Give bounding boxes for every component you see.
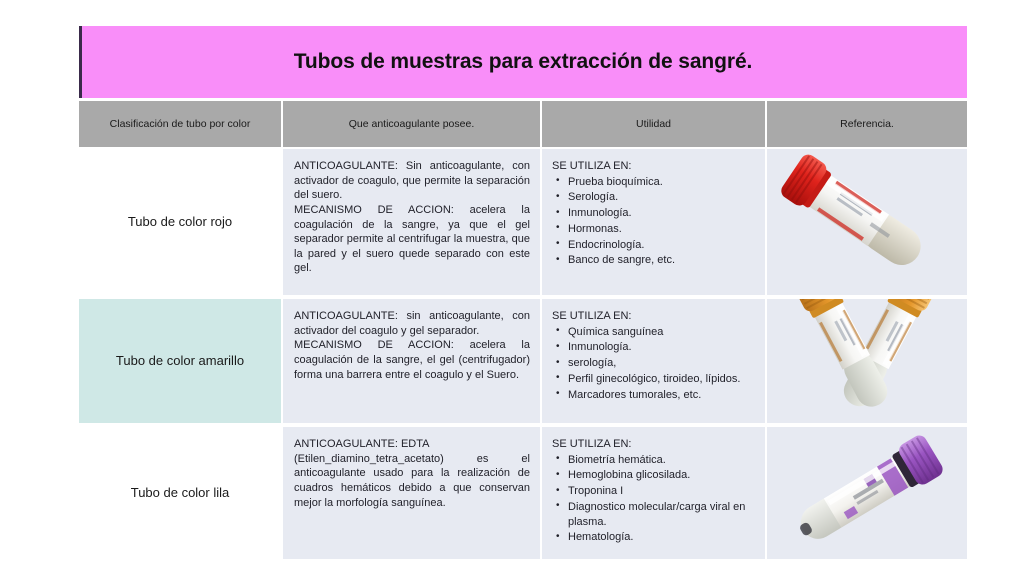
list-item: • Hematología. (552, 530, 757, 545)
column-header-clasificacion (79, 101, 283, 147)
utilidad-heading: SE UTILIZA EN: (552, 160, 632, 172)
yellow-cap-blood-tubes-icon (767, 299, 967, 423)
table-row (79, 149, 967, 295)
tube-color-label: Tubo de color amarillo (115, 352, 245, 368)
list-item: • Banco de sangre, etc. (552, 253, 757, 268)
tube-color-label-cell (79, 299, 283, 423)
anticoagulante-text: ANTICOAGULANTE: Sin anticoagulante, con activador de coagulo, que permite la separación del suero. MECANISMO DE ACCION: acelera la coagulación de la sangre, ya que el gel separador permite al centrifugar la muestra, que la pared y el suero quede separado con este gel. (294, 160, 530, 275)
utilidad-cell (542, 299, 767, 423)
column-header-label: Que anticoagulante posee. (348, 117, 475, 130)
column-header-label: Referencia. (840, 117, 894, 130)
list-item: • Hormonas. (552, 222, 757, 237)
page-title: Tubos de muestras para extracción de sangré. (293, 50, 753, 73)
tube-color-label-cell (79, 149, 283, 295)
list-item: • Marcadores tumorales, etc. (552, 388, 757, 403)
red-cap-blood-tube-icon (767, 149, 967, 295)
list-item: • Perfil ginecológico, tiroideo, lípidos. (552, 372, 757, 387)
table-row (79, 299, 967, 423)
anticoagulante-text: ANTICOAGULANTE: sin anticoagulante, con activador del coagulo y gel separador. MECANISMO DE ACCION: acelera la coagulación de la sangre, el gel (centrifugador) forma una barrera entre el coagulo y el Suero. (294, 310, 530, 381)
title-left-accent-bar (79, 26, 82, 98)
list-item: • Prueba bioquímica. (552, 175, 757, 190)
utilidad-list (552, 175, 757, 268)
list-item: • Serología. (552, 190, 757, 205)
list-item: • Troponina I (552, 484, 757, 499)
referencia-cell (767, 149, 967, 295)
list-item: • Inmunología. (552, 206, 757, 221)
tube-color-label-cell (79, 427, 283, 559)
list-item: • Biometría hemática. (552, 453, 757, 468)
tube-classification-table (79, 101, 967, 544)
list-item: • serología, (552, 356, 757, 371)
purple-cap-blood-tube-icon (767, 427, 967, 559)
anticoagulante-cell (283, 149, 542, 295)
column-header-label: Clasificación de tubo por color (109, 117, 251, 130)
list-item: • Endocrinología. (552, 238, 757, 253)
utilidad-list (552, 453, 757, 545)
tube-color-label: Tubo de color rojo (127, 213, 233, 229)
list-item: • Diagnostico molecular/carga viral en plasma. (552, 500, 757, 529)
tube-color-label: Tubo de color lila (130, 484, 230, 500)
utilidad-heading: SE UTILIZA EN: (552, 438, 632, 450)
table-row (79, 427, 967, 559)
utilidad-list (552, 325, 757, 403)
list-item: • Química sanguínea (552, 325, 757, 340)
slide-title-banner (79, 26, 967, 98)
table-header-row (79, 101, 967, 147)
anticoagulante-cell (283, 427, 542, 559)
column-header-anticoagulante (283, 101, 542, 147)
utilidad-cell (542, 149, 767, 295)
list-item: • Hemoglobina glicosilada. (552, 468, 757, 483)
column-header-utilidad (542, 101, 767, 147)
referencia-cell (767, 427, 967, 559)
list-item: • Inmunología. (552, 340, 757, 355)
referencia-cell (767, 299, 967, 423)
anticoagulante-cell (283, 299, 542, 423)
utilidad-heading: SE UTILIZA EN: (552, 310, 632, 322)
anticoagulante-text: ANTICOAGULANTE: EDTA (Etilen_diamino_tetra_acetato) es el anticoagulante usado para la realización de cuadros hemáticos debido a que conservan mejor la morfología sanguínea. (294, 438, 530, 509)
column-header-label: Utilidad (635, 117, 672, 130)
utilidad-cell (542, 427, 767, 559)
column-header-referencia (767, 101, 967, 147)
